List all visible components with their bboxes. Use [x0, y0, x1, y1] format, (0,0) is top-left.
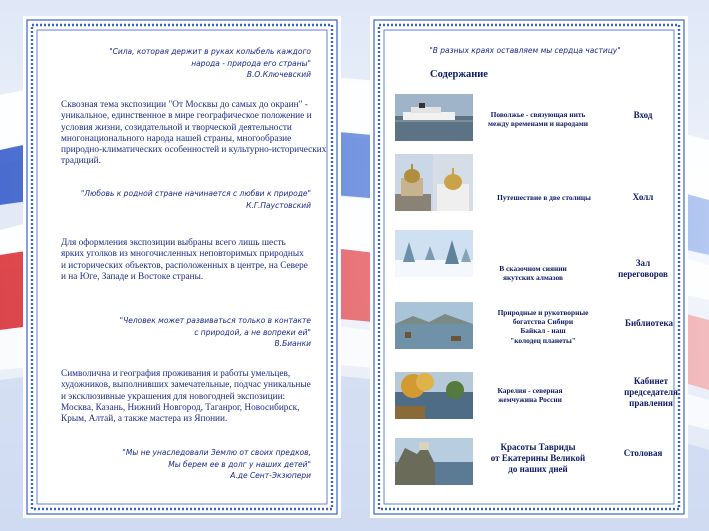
paragraph-line: Москва, Казань, Нижний Новгород, Таганрог, Новосибирск,: [61, 402, 300, 413]
quote-line: Мы берем ее в долг у наших детей": [168, 459, 311, 469]
selection-paragraph: [61, 238, 308, 283]
room-label: [613, 318, 685, 329]
caption-line: "колодец планеты": [510, 335, 576, 345]
room-line: председателя: [624, 387, 678, 397]
paragraph-line: природно-климатических особенностей и культурно-исторических: [61, 145, 327, 156]
room-line: Холл: [632, 192, 654, 202]
caption-line: Природные и рукотворные: [497, 308, 589, 317]
quote-line: с природой, а не вопреки ей": [194, 327, 311, 337]
snowy-forest-photo: [395, 230, 473, 277]
row-caption: [477, 193, 611, 202]
paragraph-line: ярких уголков из многочисленных неповторимых природных: [61, 249, 304, 260]
quote-bianki: [83, 315, 311, 350]
quote-line: "Человек может развиваться только в контакте: [119, 316, 311, 325]
quote-saint-exupery: [63, 447, 311, 482]
caption-line: Байкал - наш: [520, 326, 566, 336]
paragraph-line: традиций.: [61, 156, 101, 167]
caption-line: до наших дней: [508, 463, 568, 474]
contents-title: Содержание: [430, 69, 488, 80]
right-page: [370, 16, 688, 518]
room-label: [613, 258, 673, 280]
contents-row: [395, 372, 678, 422]
room-label: [613, 448, 673, 459]
caption-line: между временами и народами: [487, 119, 589, 129]
paragraph-line: и исторических объектов, расположенных в центре, на Севере: [61, 260, 308, 271]
quote-paustovsky: [63, 188, 311, 211]
contents-row: [395, 302, 675, 354]
lake-baikal-photo: [395, 302, 473, 349]
quote-klyuchevsky: [83, 46, 311, 81]
caption-line: богатства Сибири: [512, 317, 574, 327]
paragraph-line: и на Юге, Западе и Востоке страны.: [61, 271, 204, 282]
paragraph-line: Сквозная тема экспозиции "От Москвы до самых до окраин" -: [61, 100, 308, 110]
paragraph-line: уникальное, единственное в мире географическое положение и: [61, 111, 312, 122]
room-line: Вход: [633, 110, 653, 120]
room-line: Столовая: [623, 448, 663, 458]
paragraph-line: многонационального народа нашей страны, многообразие: [61, 133, 292, 144]
room-line: правления: [629, 398, 673, 408]
quote-line: "Мы не унаследовали Землю от своих предков,: [122, 448, 311, 457]
room-line: Библиотека: [625, 318, 673, 328]
quote-author: А.де Сент-Экзюпери: [230, 471, 311, 480]
crimea-coast-photo: [395, 438, 473, 485]
intro-paragraph: [61, 100, 326, 168]
quote-line: "Любовь к родной стране начинается с любви к природе": [80, 189, 311, 198]
room-line: Зал: [635, 258, 651, 268]
ship-on-river-photo: [395, 94, 473, 141]
paragraph-line: Крым, Алтай, а также мастера из Японии.: [61, 414, 228, 425]
caption-line: В сказочном сиянии: [499, 264, 567, 273]
caption-line: от Екатерины Великой: [490, 452, 586, 463]
paragraph-line: Для оформления экспозиции выбраны всего лишь шесть: [61, 238, 286, 248]
caption-line: жемчужина России: [498, 395, 562, 405]
row-caption: [477, 264, 589, 282]
contents-row: [395, 438, 675, 492]
room-label: [613, 192, 673, 203]
room-label: [613, 376, 689, 409]
paragraph-line: условия жизни, созидательной и творческой деятельности: [61, 122, 292, 133]
cathedrals-photo: [395, 154, 473, 211]
room-line: переговоров: [618, 269, 668, 279]
left-page: [23, 16, 341, 518]
contents-row: [395, 94, 675, 144]
room-line: Кабинет: [633, 376, 669, 386]
contents-row: [395, 154, 675, 212]
quote-line: "Сила, которая держит в руках колыбель каждого: [109, 47, 311, 56]
row-caption: [477, 110, 599, 128]
row-caption: [477, 308, 609, 345]
paragraph-line: Символична и география проживания и работы умельцев,: [61, 369, 291, 379]
caption-line: Путешествие в две столицы: [497, 193, 591, 202]
contents-epigraph: "В разных краях оставляем мы сердца частицу": [429, 46, 621, 55]
contents-row: [395, 230, 675, 283]
row-caption: [477, 386, 583, 404]
masters-paragraph: [61, 369, 311, 425]
quote-author: К.Г.Паустовский: [246, 200, 311, 210]
quote-line: народа - природа его страны": [191, 58, 311, 68]
room-label: [613, 110, 673, 121]
karelia-autumn-photo: [395, 372, 473, 419]
paragraph-line: художников, выполнивших замечательные, подчас уникальные: [61, 380, 311, 391]
row-caption: [477, 442, 599, 474]
caption-line: Карелия - северная: [497, 386, 563, 395]
quote-author: В.Бианки: [274, 339, 311, 348]
quote-author: В.О.Ключевский: [246, 70, 311, 79]
paragraph-line: и эксклюзивные украшения для новогодней экспозиции:: [61, 391, 286, 402]
caption-line: Поволжье - связующая нить: [490, 110, 586, 119]
caption-line: Красоты Тавриды: [500, 442, 576, 452]
caption-line: якутских алмазов: [503, 273, 563, 283]
